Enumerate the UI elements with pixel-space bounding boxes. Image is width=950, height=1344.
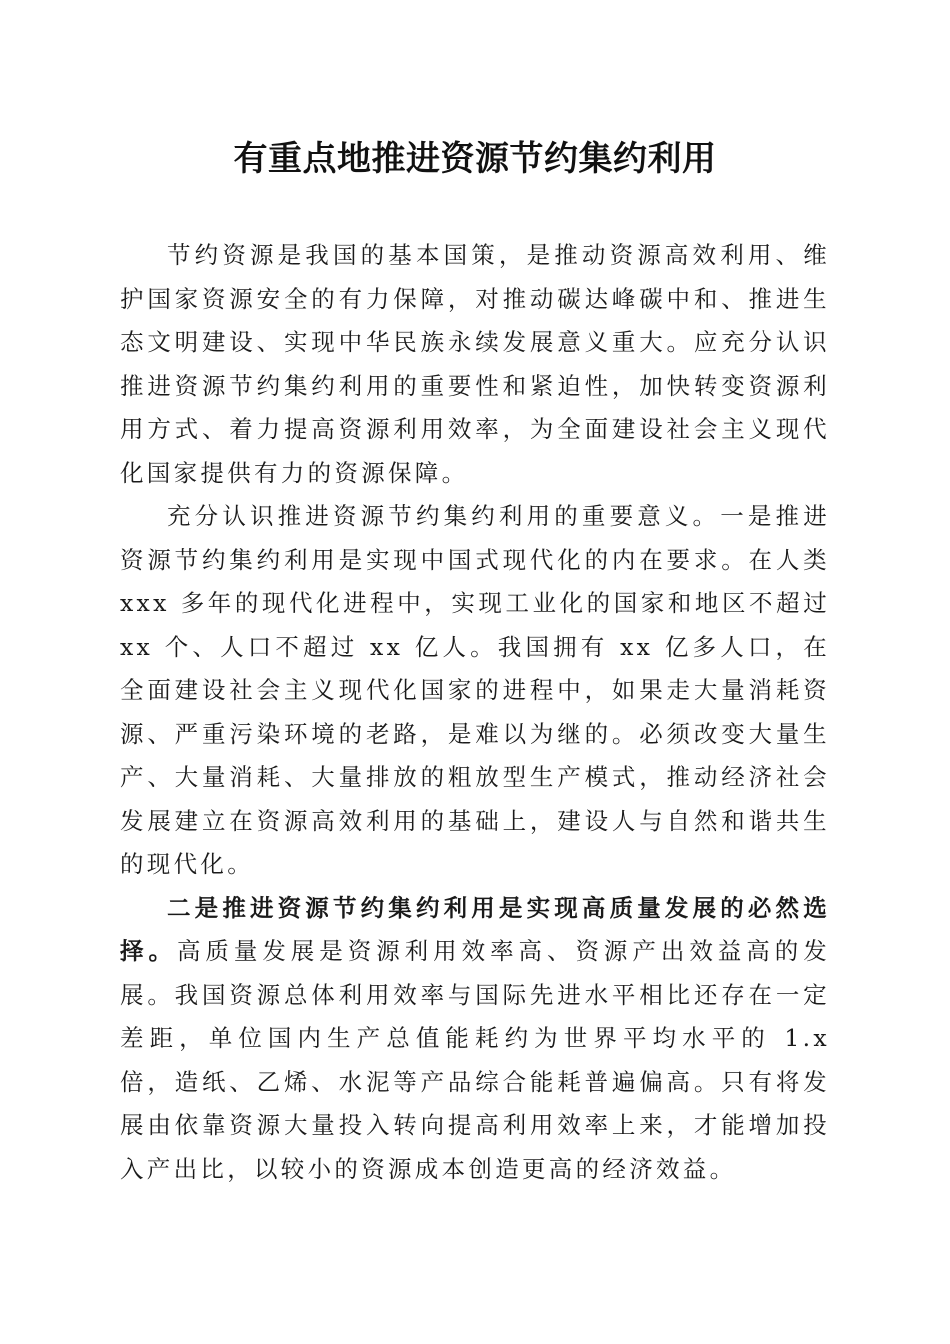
paragraph-3-lead: 二是推进资源节约集约利用是实现高质量发展的必然选择。 [120, 893, 830, 965]
paragraph-2-text: 充分认识推进资源节约集约利用的重要意义。一是推进资源节约集约利用是实现中国式现代化的内在要求。在人类 xxx 多年的现代化进程中，实现工业化的国家和地区不超过 xx 个、人口不超过 xx 亿人。我国拥有 xx 亿多人口，在全面建设社会主义现代化国家的进程中，如果走大量消耗资源、严重污染环境的老路，是难以为继的。必须改变大量生产、大量消耗、大量排放的粗放型生产模式，推动经济社会发展建立在资源高效利用的基础上，建设人与自然和谐共生的现代化。 [120, 502, 830, 878]
paragraph-3-text: 高质量发展是资源利用效率高、资源产出效益高的发展。我国资源总体利用效率与国际先进水平相比还存在一定差距，单位国内生产总值能耗约为世界平均水平的 1.x 倍，造纸、乙烯、水泥等产品综合能耗普遍偏高。只有将发展由依靠资源大量投入转向提高利用效率上来，才能增加投入产出比，以较小的资源成本创造更高的经济效益。 [120, 937, 830, 1183]
document-title: 有重点地推进资源节约集约利用 [233, 139, 717, 179]
paragraph-2 [120, 495, 830, 887]
paragraph-1-text: 节约资源是我国的基本国策，是推动资源高效利用、维护国家资源安全的有力保障，对推动碳达峰碳中和、推进生态文明建设、实现中华民族永续发展意义重大。应充分认识推进资源节约集约利用的重要性和紧迫性，加快转变资源利用方式、着力提高资源利用效率，为全面建设社会主义现代化国家提供有力的资源保障。 [120, 241, 830, 487]
paragraph-3 [120, 887, 830, 1192]
paragraph-1 [120, 234, 830, 495]
document-body [120, 234, 830, 1191]
